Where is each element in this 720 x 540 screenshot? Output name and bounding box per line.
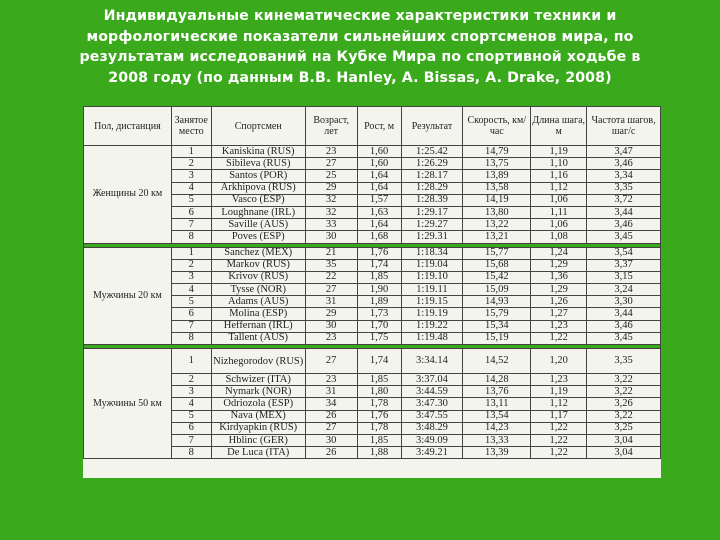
height-cell: 1,78 [357, 398, 401, 410]
place-cell: 6 [171, 308, 211, 320]
speed-cell: 15,42 [463, 271, 531, 283]
athlete-cell: Arkhipova (RUS) [211, 182, 305, 194]
speed-cell: 13,54 [463, 410, 531, 422]
height-cell: 1,85 [357, 434, 401, 446]
result-cell: 1:19.10 [401, 271, 463, 283]
height-cell: 1,76 [357, 410, 401, 422]
cadence-cell: 3,54 [587, 247, 661, 259]
place-cell: 7 [171, 219, 211, 231]
speed-cell: 15,19 [463, 332, 531, 344]
cadence-cell: 3,35 [587, 182, 661, 194]
cadence-cell: 3,37 [587, 259, 661, 271]
step-length-cell: 1,20 [531, 349, 587, 374]
athlete-cell: Krivov (RUS) [211, 271, 305, 283]
cadence-cell: 3,46 [587, 219, 661, 231]
step-length-cell: 1,29 [531, 259, 587, 271]
scanned-table-image [83, 106, 661, 478]
age-cell: 23 [305, 146, 357, 158]
step-length-cell: 1,23 [531, 320, 587, 332]
age-cell: 29 [305, 308, 357, 320]
speed-cell: 15,77 [463, 247, 531, 259]
place-cell: 1 [171, 146, 211, 158]
age-cell: 30 [305, 320, 357, 332]
result-cell: 3:47.30 [401, 398, 463, 410]
step-length-cell: 1,12 [531, 182, 587, 194]
athlete-cell: Tallent (AUS) [211, 332, 305, 344]
age-cell: 26 [305, 447, 357, 459]
athlete-cell: Loughnane (IRL) [211, 206, 305, 218]
age-cell: 26 [305, 410, 357, 422]
cadence-cell: 3,22 [587, 374, 661, 386]
step-length-cell: 1,22 [531, 422, 587, 434]
cadence-cell: 3,45 [587, 231, 661, 243]
result-cell: 3:37.04 [401, 374, 463, 386]
speed-cell: 14,79 [463, 146, 531, 158]
height-cell: 1,60 [357, 158, 401, 170]
athlete-cell: Sibileva (RUS) [211, 158, 305, 170]
cadence-cell: 3,26 [587, 398, 661, 410]
speed-cell: 15,34 [463, 320, 531, 332]
cadence-cell: 3,25 [587, 422, 661, 434]
result-cell: 1:19.48 [401, 332, 463, 344]
step-length-cell: 1,22 [531, 332, 587, 344]
step-length-cell: 1,06 [531, 194, 587, 206]
cadence-cell: 3,46 [587, 320, 661, 332]
cadence-cell: 3,04 [587, 434, 661, 446]
result-cell: 1:25.42 [401, 146, 463, 158]
step-length-cell: 1,26 [531, 296, 587, 308]
cadence-cell: 3,04 [587, 447, 661, 459]
speed-cell: 13,21 [463, 231, 531, 243]
header-cell: Частота шагов, шаг/с [587, 107, 661, 146]
result-cell: 3:47.55 [401, 410, 463, 422]
speed-cell: 14,23 [463, 422, 531, 434]
step-length-cell: 1,08 [531, 231, 587, 243]
result-cell: 3:49.09 [401, 434, 463, 446]
place-cell: 2 [171, 158, 211, 170]
height-cell: 1,64 [357, 170, 401, 182]
step-length-cell: 1,10 [531, 158, 587, 170]
height-cell: 1,68 [357, 231, 401, 243]
place-cell: 7 [171, 320, 211, 332]
athlete-cell: Nizhegorodov (RUS) [211, 349, 305, 374]
athlete-cell: De Luca (ITA) [211, 447, 305, 459]
height-cell: 1,85 [357, 271, 401, 283]
place-cell: 5 [171, 410, 211, 422]
height-cell: 1,76 [357, 247, 401, 259]
place-cell: 4 [171, 398, 211, 410]
place-cell: 2 [171, 374, 211, 386]
speed-cell: 15,68 [463, 259, 531, 271]
height-cell: 1,63 [357, 206, 401, 218]
results-table [83, 106, 661, 459]
place-cell: 4 [171, 284, 211, 296]
place-cell: 2 [171, 259, 211, 271]
athlete-cell: Saville (AUS) [211, 219, 305, 231]
height-cell: 1,78 [357, 422, 401, 434]
speed-cell: 13,89 [463, 170, 531, 182]
athlete-cell: Odriozola (ESP) [211, 398, 305, 410]
age-cell: 33 [305, 219, 357, 231]
athlete-cell: Nymark (NOR) [211, 386, 305, 398]
age-cell: 27 [305, 422, 357, 434]
step-length-cell: 1,06 [531, 219, 587, 231]
cadence-cell: 3,34 [587, 170, 661, 182]
title-line: морфологические показатели сильнейших спортсменов мира, по [86, 28, 634, 45]
cadence-cell: 3,22 [587, 410, 661, 422]
step-length-cell: 1,36 [531, 271, 587, 283]
speed-cell: 14,19 [463, 194, 531, 206]
place-cell: 6 [171, 422, 211, 434]
slide-title [0, 6, 720, 88]
speed-cell: 13,22 [463, 219, 531, 231]
athlete-cell: Nava (MEX) [211, 410, 305, 422]
height-cell: 1,74 [357, 349, 401, 374]
header-cell: Занятое место [171, 107, 211, 146]
result-cell: 1:28.39 [401, 194, 463, 206]
title-line: Индивидуальные кинематические характеристики техники и [103, 8, 617, 24]
speed-cell: 13,75 [463, 158, 531, 170]
result-cell: 3:44.59 [401, 386, 463, 398]
speed-cell: 13,76 [463, 386, 531, 398]
place-cell: 5 [171, 296, 211, 308]
place-cell: 8 [171, 332, 211, 344]
athlete-cell: Molina (ESP) [211, 308, 305, 320]
athlete-cell: Adams (AUS) [211, 296, 305, 308]
cadence-cell: 3,30 [587, 296, 661, 308]
place-cell: 6 [171, 206, 211, 218]
cadence-cell: 3,24 [587, 284, 661, 296]
height-cell: 1,90 [357, 284, 401, 296]
result-cell: 1:19.22 [401, 320, 463, 332]
step-length-cell: 1,17 [531, 410, 587, 422]
athlete-cell: Kaniskina (RUS) [211, 146, 305, 158]
result-cell: 1:19.15 [401, 296, 463, 308]
speed-cell: 13,80 [463, 206, 531, 218]
step-length-cell: 1,22 [531, 447, 587, 459]
cadence-cell: 3,44 [587, 206, 661, 218]
age-cell: 34 [305, 398, 357, 410]
speed-cell: 15,09 [463, 284, 531, 296]
place-cell: 3 [171, 386, 211, 398]
result-cell: 1:19.04 [401, 259, 463, 271]
result-cell: 1:19.19 [401, 308, 463, 320]
header-cell: Спортсмен [211, 107, 305, 146]
header-cell: Возраст, лет [305, 107, 357, 146]
cadence-cell: 3,35 [587, 349, 661, 374]
step-length-cell: 1,16 [531, 170, 587, 182]
athlete-cell: Kirdyapkin (RUS) [211, 422, 305, 434]
athlete-cell: Poves (ESP) [211, 231, 305, 243]
height-cell: 1,74 [357, 259, 401, 271]
step-length-cell: 1,29 [531, 284, 587, 296]
cadence-cell: 3,47 [587, 146, 661, 158]
table-body [84, 146, 661, 459]
speed-cell: 15,79 [463, 308, 531, 320]
speed-cell: 14,93 [463, 296, 531, 308]
athlete-cell: Hblinc (GER) [211, 434, 305, 446]
age-cell: 30 [305, 231, 357, 243]
age-cell: 23 [305, 332, 357, 344]
result-cell: 1:26.29 [401, 158, 463, 170]
place-cell: 4 [171, 182, 211, 194]
cadence-cell: 3,15 [587, 271, 661, 283]
speed-cell: 13,39 [463, 447, 531, 459]
step-length-cell: 1,19 [531, 146, 587, 158]
step-length-cell: 1,11 [531, 206, 587, 218]
title-line: результатам исследований на Кубке Мира по спортивной ходьбе в [79, 49, 641, 65]
age-cell: 30 [305, 434, 357, 446]
height-cell: 1,57 [357, 194, 401, 206]
age-cell: 31 [305, 296, 357, 308]
cadence-cell: 3,46 [587, 158, 661, 170]
age-cell: 32 [305, 194, 357, 206]
result-cell: 1:29.17 [401, 206, 463, 218]
cadence-cell: 3,22 [587, 386, 661, 398]
place-cell: 3 [171, 170, 211, 182]
height-cell: 1,60 [357, 146, 401, 158]
result-cell: 1:28.29 [401, 182, 463, 194]
height-cell: 1,64 [357, 219, 401, 231]
height-cell: 1,85 [357, 374, 401, 386]
height-cell: 1,73 [357, 308, 401, 320]
result-cell: 1:28.17 [401, 170, 463, 182]
result-cell: 3:34.14 [401, 349, 463, 374]
athlete-cell: Schwizer (ITA) [211, 374, 305, 386]
step-length-cell: 1,22 [531, 434, 587, 446]
cadence-cell: 3,45 [587, 332, 661, 344]
cadence-cell: 3,44 [587, 308, 661, 320]
height-cell: 1,88 [357, 447, 401, 459]
group-label: Мужчины 20 км [84, 247, 172, 345]
height-cell: 1,80 [357, 386, 401, 398]
result-cell: 3:48.29 [401, 422, 463, 434]
step-length-cell: 1,12 [531, 398, 587, 410]
header-cell: Скорость, км/час [463, 107, 531, 146]
age-cell: 29 [305, 182, 357, 194]
age-cell: 27 [305, 349, 357, 374]
place-cell: 7 [171, 434, 211, 446]
result-cell: 1:18.34 [401, 247, 463, 259]
place-cell: 8 [171, 447, 211, 459]
result-cell: 1:19.11 [401, 284, 463, 296]
place-cell: 1 [171, 349, 211, 374]
speed-cell: 13,11 [463, 398, 531, 410]
height-cell: 1,75 [357, 332, 401, 344]
table-row [84, 349, 661, 374]
age-cell: 35 [305, 259, 357, 271]
height-cell: 1,70 [357, 320, 401, 332]
place-cell: 5 [171, 194, 211, 206]
age-cell: 27 [305, 284, 357, 296]
age-cell: 31 [305, 386, 357, 398]
athlete-cell: Markov (RUS) [211, 259, 305, 271]
cadence-cell: 3,72 [587, 194, 661, 206]
speed-cell: 13,33 [463, 434, 531, 446]
age-cell: 27 [305, 158, 357, 170]
step-length-cell: 1,23 [531, 374, 587, 386]
result-cell: 1:29.31 [401, 231, 463, 243]
athlete-cell: Heffernan (IRL) [211, 320, 305, 332]
age-cell: 25 [305, 170, 357, 182]
table-row [84, 247, 661, 259]
table-header-row [84, 107, 661, 146]
speed-cell: 14,52 [463, 349, 531, 374]
height-cell: 1,89 [357, 296, 401, 308]
height-cell: 1,64 [357, 182, 401, 194]
step-length-cell: 1,24 [531, 247, 587, 259]
header-cell: Пол, дистанция [84, 107, 172, 146]
header-cell: Длина шага, м [531, 107, 587, 146]
header-cell: Рост, м [357, 107, 401, 146]
place-cell: 1 [171, 247, 211, 259]
step-length-cell: 1,19 [531, 386, 587, 398]
athlete-cell: Vasco (ESP) [211, 194, 305, 206]
result-cell: 1:29.27 [401, 219, 463, 231]
athlete-cell: Santos (POR) [211, 170, 305, 182]
speed-cell: 13,58 [463, 182, 531, 194]
age-cell: 21 [305, 247, 357, 259]
age-cell: 23 [305, 374, 357, 386]
place-cell: 3 [171, 271, 211, 283]
title-line: 2008 году (по данным B.B. Hanley, A. Bissas, A. Drake, 2008) [108, 69, 612, 86]
athlete-cell: Sanchez (MEX) [211, 247, 305, 259]
group-label: Женщины 20 км [84, 146, 172, 244]
step-length-cell: 1,27 [531, 308, 587, 320]
header-cell: Результат [401, 107, 463, 146]
age-cell: 22 [305, 271, 357, 283]
result-cell: 3:49.21 [401, 447, 463, 459]
table-row [84, 146, 661, 158]
age-cell: 32 [305, 206, 357, 218]
place-cell: 8 [171, 231, 211, 243]
group-label: Мужчины 50 км [84, 349, 172, 459]
speed-cell: 14,28 [463, 374, 531, 386]
athlete-cell: Tysse (NOR) [211, 284, 305, 296]
